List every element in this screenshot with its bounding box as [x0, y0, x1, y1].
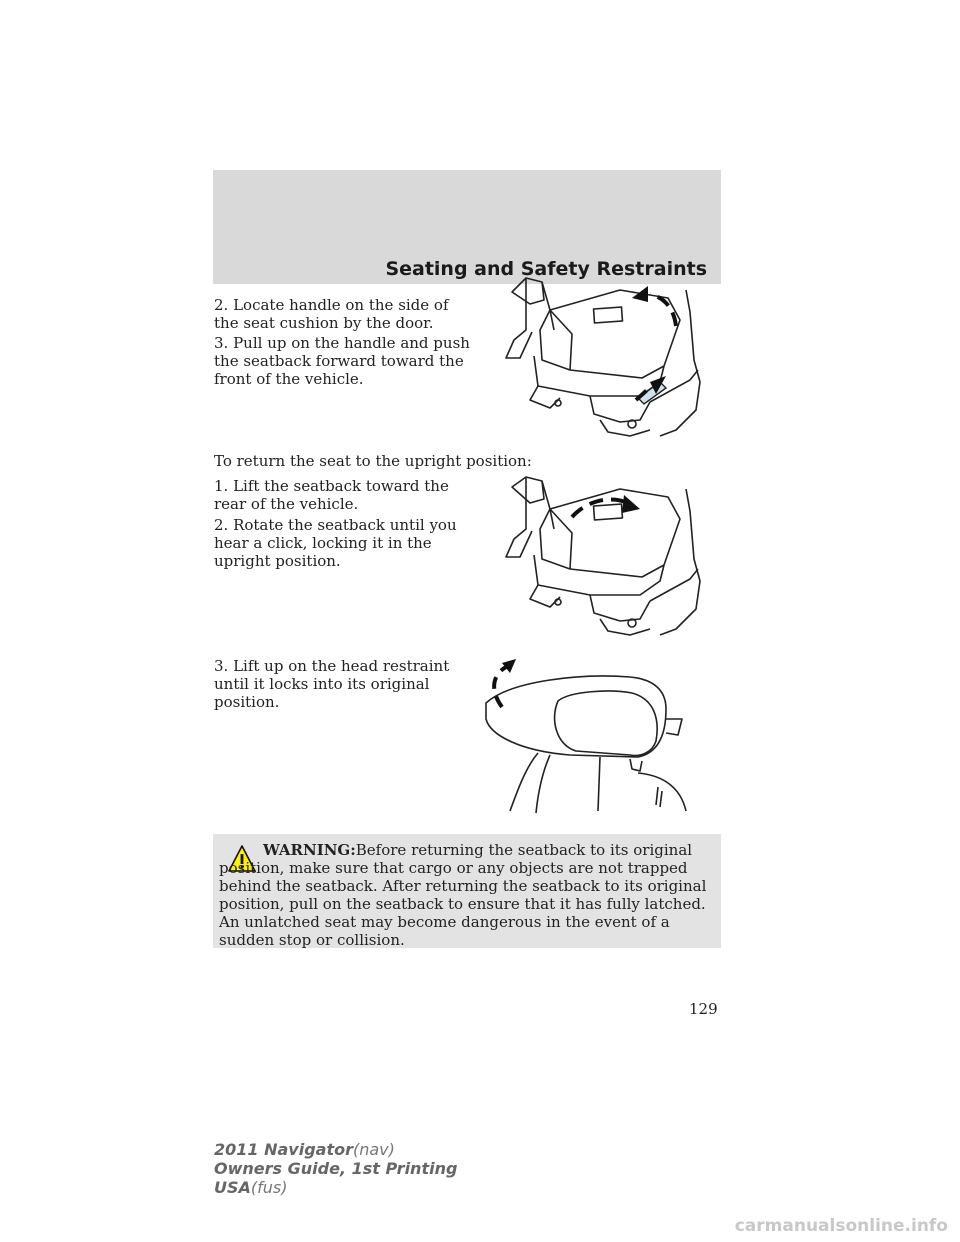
warning-body: Before returning the seatback to its original position, make sure that cargo or any objects are not trapped behind the seatback. After returning the seatback to its original position, pull on the seatback to ensure that it has fully latched. An unlatched seat may become dangerous in the event of a sudden stop or collision. — [219, 841, 707, 949]
footer-guide: Owners Guide, 1st Printing — [214, 1159, 458, 1178]
step-lift-head-restraint: 3. Lift up on the head restraint until it locks into its original position. — [214, 657, 450, 711]
document-footer — [214, 1140, 457, 1197]
warning-text — [219, 841, 715, 949]
footer-region-code: (fus) — [250, 1178, 288, 1197]
footer-region: USA — [214, 1178, 251, 1197]
warning-box — [213, 834, 721, 948]
section-header-band — [213, 170, 721, 284]
seat-fold-forward-illustration — [490, 270, 715, 440]
section-title: Seating and Safety Restraints — [385, 258, 707, 280]
return-intro: To return the seat to the upright position: — [214, 452, 532, 470]
step-rotate-seatback: 2. Rotate the seatback until you hear a click, locking it in the upright position. — [214, 516, 457, 570]
watermark: carmanualsonline.info — [734, 1216, 948, 1236]
step-locate-handle: 2. Locate handle on the side of the seat cushion by the door. — [214, 296, 449, 332]
footer-model-code: (nav) — [352, 1140, 395, 1159]
footer-model: 2011 Navigator — [214, 1140, 353, 1159]
step-lift-seatback: 1. Lift the seatback toward the rear of the vehicle. — [214, 477, 449, 513]
seat-return-upright-illustration — [490, 475, 715, 640]
warning-label: WARNING: — [263, 841, 356, 859]
head-restraint-illustration — [480, 655, 700, 815]
step-pull-handle: 3. Pull up on the handle and push the seatback forward toward the front of the vehicle. — [214, 334, 470, 388]
page-number: 129 — [689, 1000, 718, 1018]
